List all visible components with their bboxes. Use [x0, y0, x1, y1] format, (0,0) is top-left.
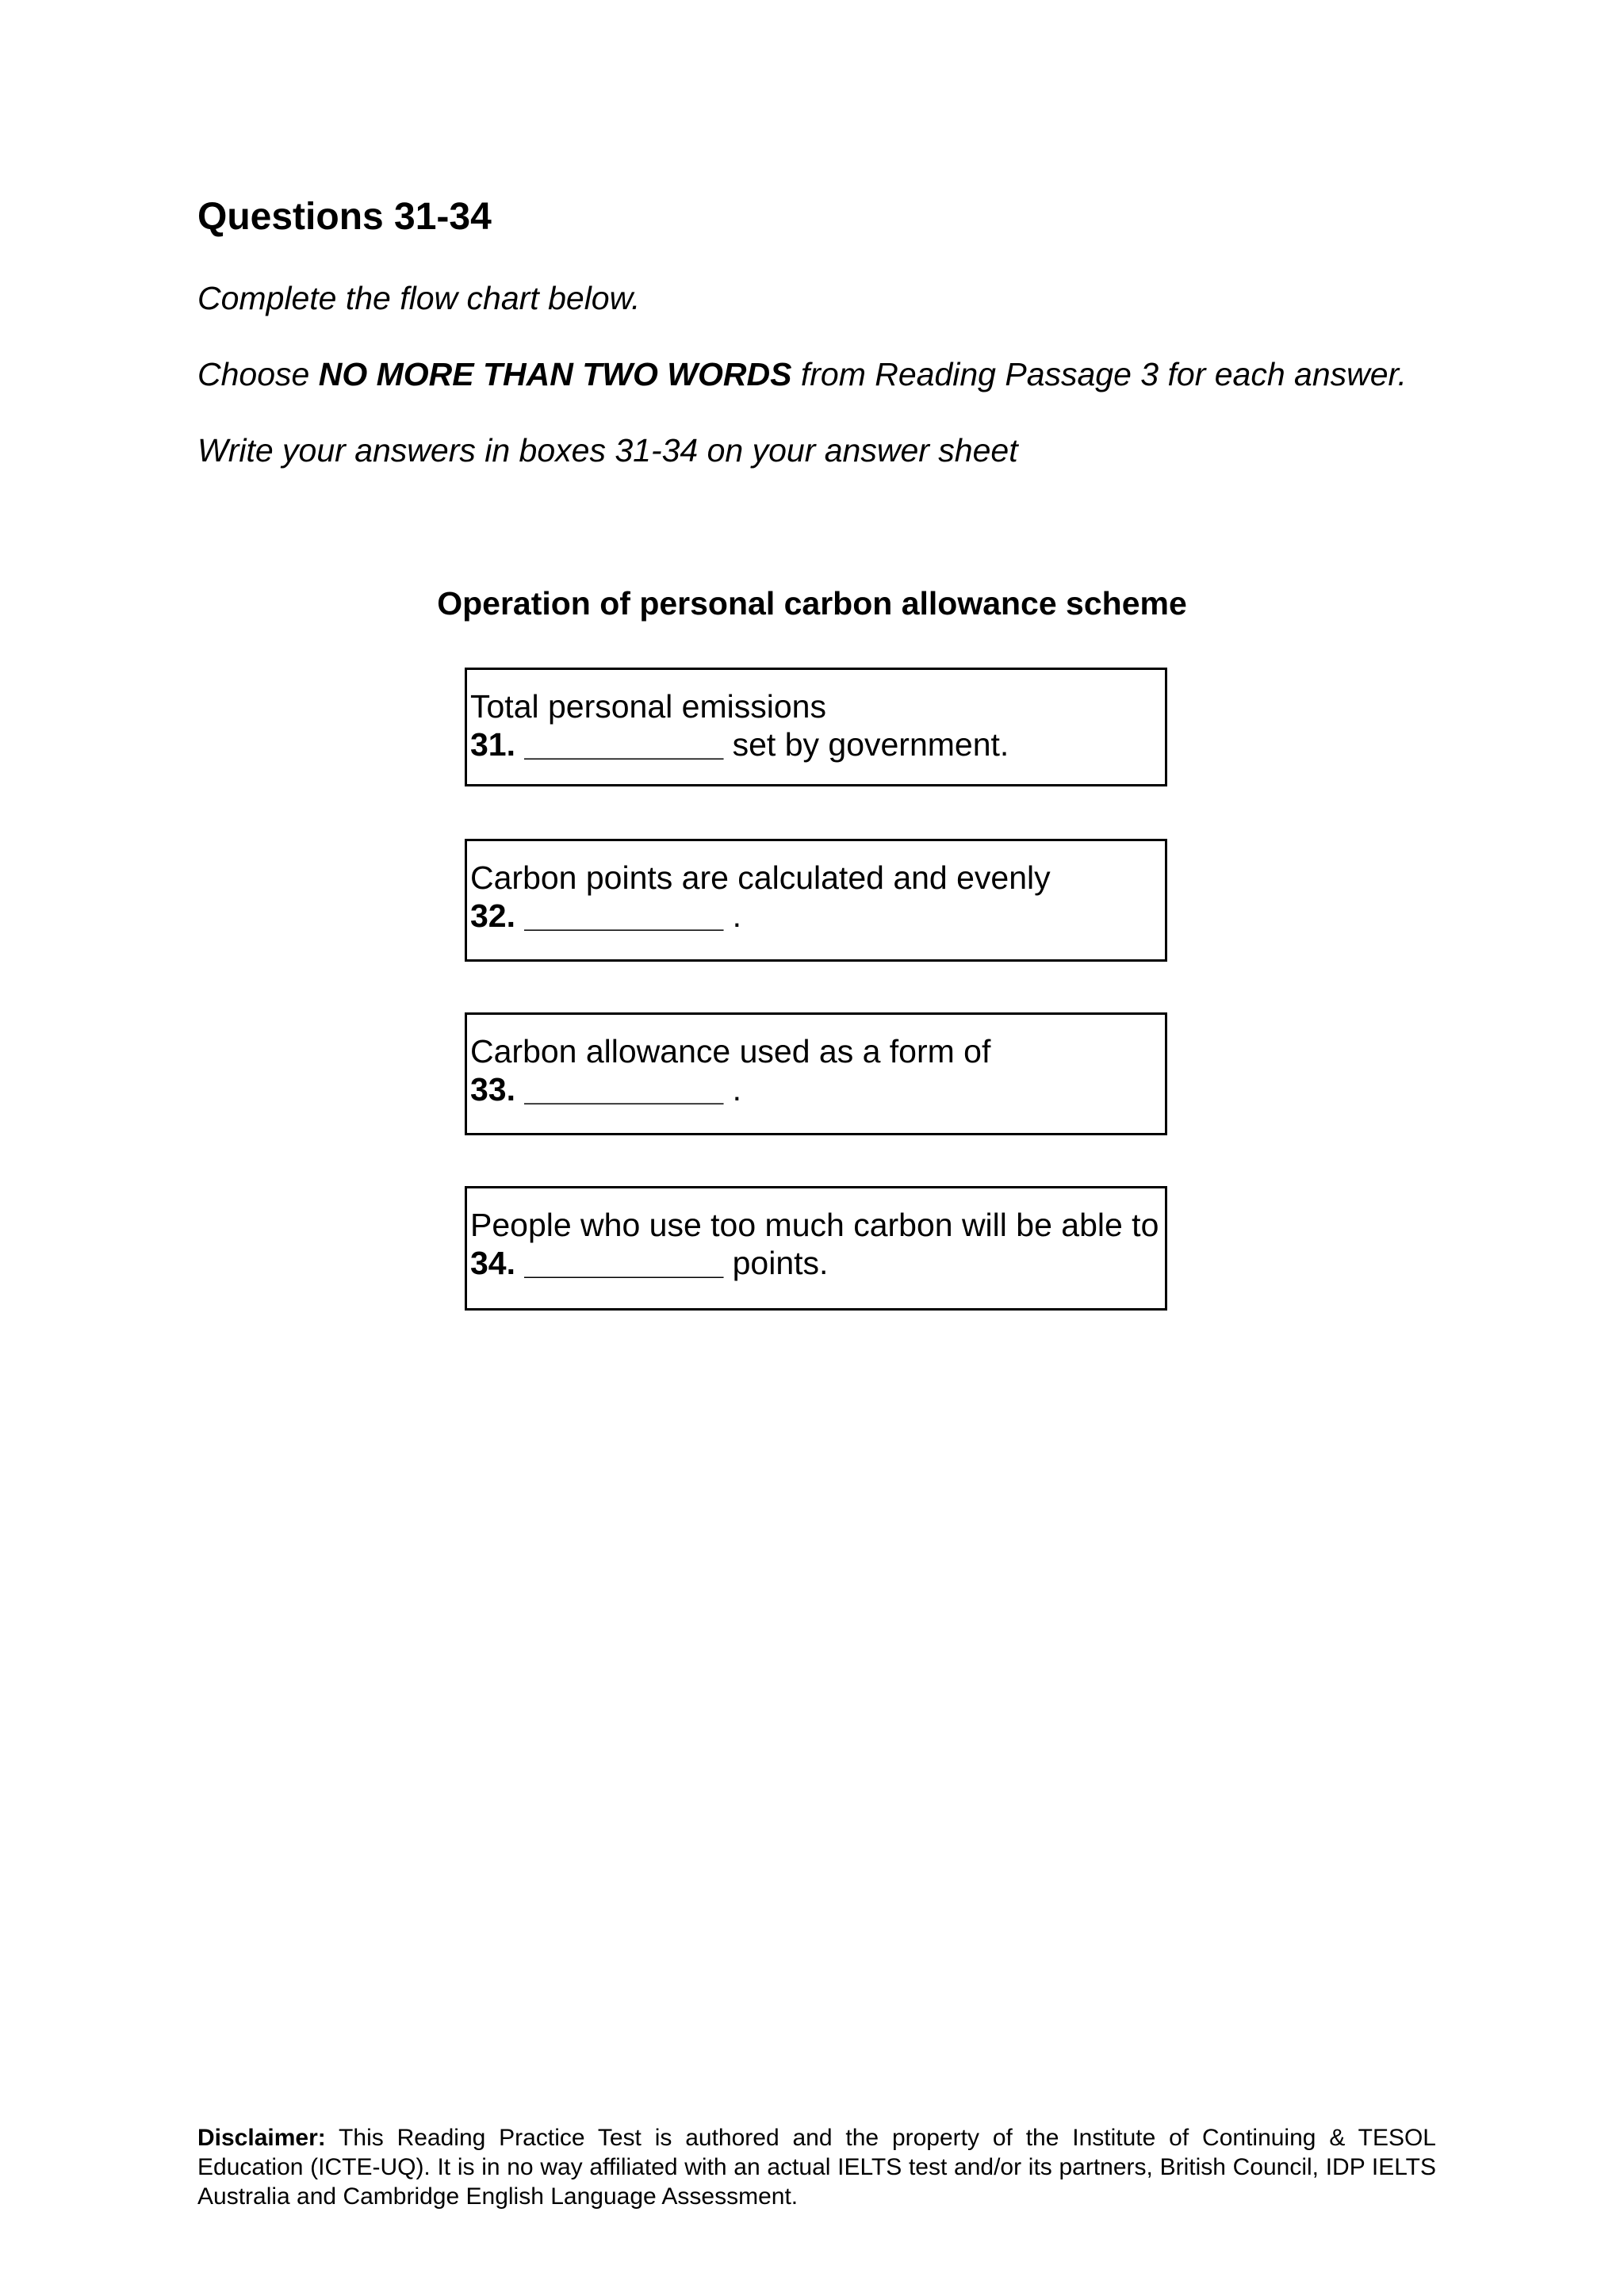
question-number-33: 33. — [470, 1071, 515, 1108]
flow-step-suffix: points. — [723, 1245, 829, 1281]
answer-blank-33[interactable]: ___________ — [524, 1071, 724, 1108]
flow-step-answer-line — [470, 1244, 1165, 1282]
flow-step-31 — [465, 668, 1167, 786]
answer-blank-32[interactable]: ___________ — [524, 897, 724, 934]
disclaimer-text: This Reading Practice Test is authored and the property of the Institute of Continuing & TESOL Education (ICTE-UQ). It is in no way affiliated with an actual IELTS test and/or its partners, British Council, IDP IELTS Australia and Cambridge English Language Assessment. — [197, 2125, 1436, 2210]
flow-step-suffix: . — [723, 897, 742, 934]
instruction-word-limit — [197, 355, 1407, 394]
flow-step-text: Carbon points are calculated and evenly — [470, 859, 1051, 896]
disclaimer — [197, 2123, 1436, 2211]
flow-step-33 — [465, 1012, 1167, 1135]
page-title: Questions 31-34 — [197, 196, 492, 238]
instruction-word-limit-emphasis: NO MORE THAN TWO WORDS — [318, 356, 792, 392]
flow-step-answer-line — [470, 1070, 1165, 1108]
instruction-complete: Complete the flow chart below. — [197, 280, 641, 316]
flow-step-text: Total personal emissions — [470, 688, 826, 725]
disclaimer-label: Disclaimer: — [197, 2125, 326, 2151]
flow-step-text: People who use too much carbon will be able to — [470, 1207, 1159, 1243]
answer-blank-31[interactable]: ___________ — [524, 726, 724, 763]
question-number-32: 32. — [470, 897, 515, 934]
flow-step-suffix: set by government. — [723, 726, 1009, 763]
answer-blank-34[interactable]: ___________ — [524, 1245, 724, 1281]
flow-step-32 — [465, 839, 1167, 962]
flow-step-text: Carbon allowance used as a form of — [470, 1033, 991, 1070]
instruction-answer-sheet: Write your answers in boxes 31-34 on your answer sheet — [197, 432, 1018, 469]
flow-step-suffix: . — [723, 1071, 742, 1108]
instruction-word-limit-suffix: from Reading Passage 3 for each answer. — [791, 356, 1408, 392]
question-number-31: 31. — [470, 726, 515, 763]
instruction-word-limit-prefix: Choose — [197, 356, 319, 392]
flow-step-34 — [465, 1186, 1167, 1311]
question-number-34: 34. — [470, 1245, 515, 1281]
flow-step-answer-line — [470, 725, 1165, 763]
flow-step-answer-line — [470, 897, 1165, 935]
flow-chart-title: Operation of personal carbon allowance scheme — [437, 585, 1187, 622]
